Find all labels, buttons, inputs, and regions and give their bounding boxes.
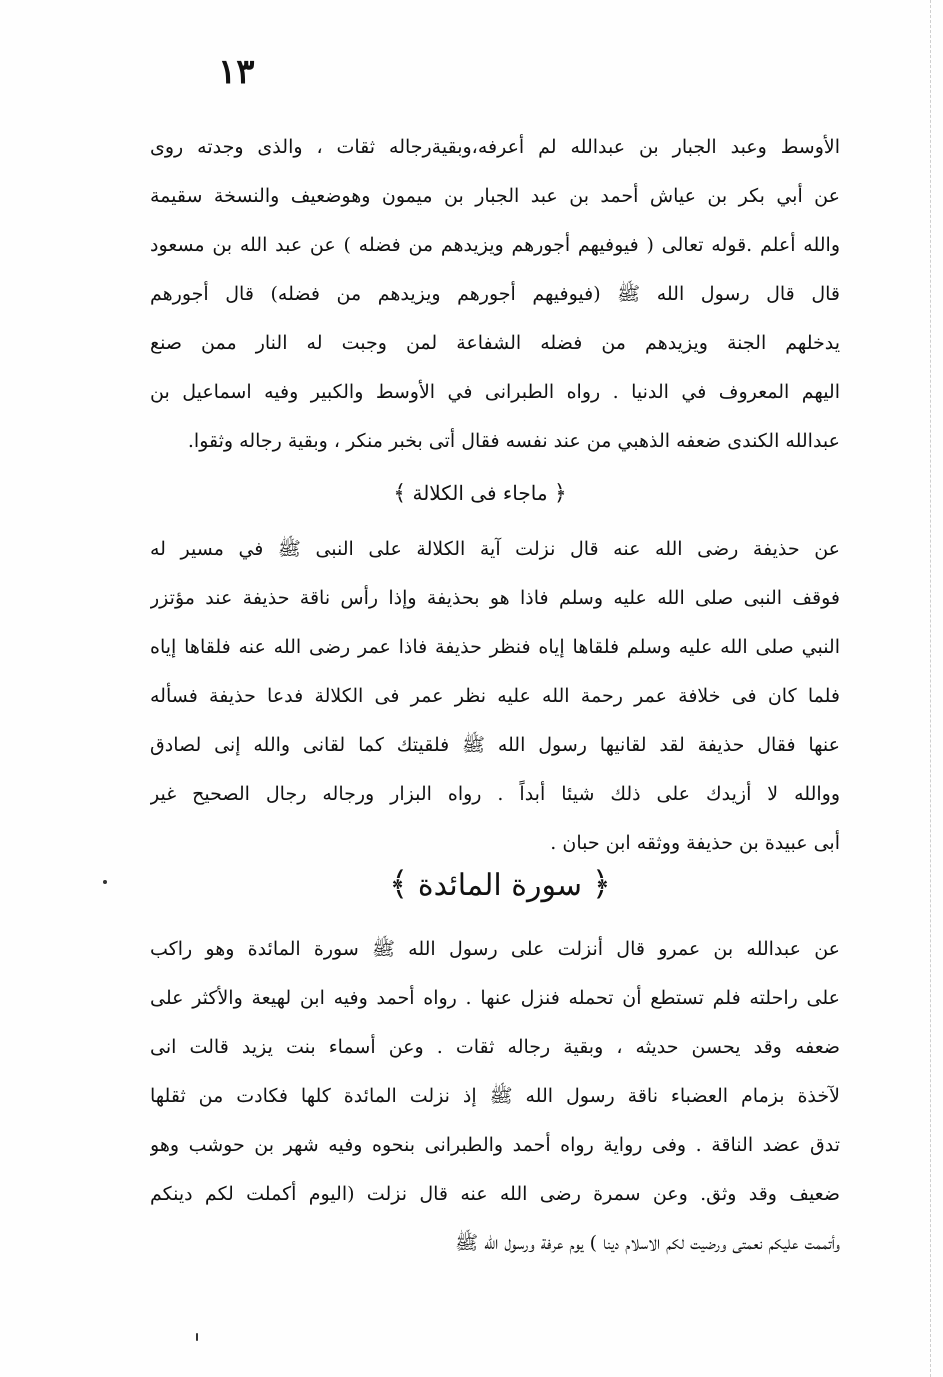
- text-line: عنها فقال حذيفة لقد لقانيها رسول الله ﷺ فلقيتك كما لقانى والله إنى لصادق: [150, 734, 840, 756]
- text-line: على راحلته فلم تستطع أن تحمله فنزل عنها . رواه أحمد وفيه ابن لهيعة والأكثر على: [150, 987, 840, 1009]
- section-heading-text: ماجاء فى الكلالة: [412, 481, 548, 505]
- paragraph-continuation: [150, 123, 840, 466]
- text-line: قال قال رسول الله ﷺ (فيوفيهم أجورهم ويزيدهم من فضله) قال أجورهم: [150, 283, 840, 305]
- ornamental-bracket-open: ﴿: [553, 481, 567, 506]
- text-line: والله أعلم .قوله تعالى ( فيوفيهم أجورهم ويزيدهم من فضله ) عن عبد الله بن مسعود: [150, 234, 840, 256]
- text-line: وأتممت عليكم نعمتى ورضيت لكم الاسلام دينا ) يوم عرفة ورسول الله ﷺ: [455, 1232, 840, 1254]
- section-heading-text: سورة المائدة: [417, 868, 583, 903]
- text-line: اليهم المعروف في الدنيا . رواه الطبرانى في الأوسط والكبير وفيه اسماعيل بن: [150, 381, 840, 403]
- text-line: ضعيف وقد وثق. وعن سمرة رضى الله عنه قال نزلت (اليوم أكملت لكم دينكم: [150, 1183, 840, 1205]
- paragraph-kalala: [150, 525, 840, 868]
- paragraph-maidah: [150, 925, 840, 1268]
- text-line: أبى عبيدة بن حذيفة ووثقه ابن حبان .: [550, 832, 840, 854]
- scan-speck: [103, 880, 107, 884]
- ornamental-bracket-close: ﴾: [389, 864, 409, 903]
- text-line: ووالله لا أزيدك على ذلك شيئا أبداً . رواه البزار ورجاله رجال الصحيح غير: [150, 783, 840, 805]
- scan-speck: [196, 1333, 198, 1341]
- text-line: فلما كان فى خلافة عمر رحمة الله عليه نظر عمر فى الكلالة فدعا حذيفة فسأله: [150, 685, 840, 707]
- text-line: عن عبدالله بن عمرو قال أنزلت على رسول الله ﷺ سورة المائدة وهو راكب: [150, 938, 840, 960]
- text-line: النبي صلى الله عليه وسلم فلقاها إياه فنظر حذيفة فاذا عمر رضى الله عنه فلقاها إياه: [150, 636, 840, 658]
- text-line: لآخذة بزمام العضباء ناقة رسول الله ﷺ إذ نزلت المائدة كلها فكادت من ثقلها: [150, 1085, 840, 1107]
- text-line: عبدالله الكندى ضعفه الذهبي من عند نفسه فقال أتى بخبر منكر ، وبقية رجاله وثقوا.: [187, 430, 840, 452]
- section-heading-maidah: [340, 854, 660, 914]
- text-line: ضعفه وقد يحسن حديثه ، وبقية رجاله ثقات . وعن أسماء بنت يزيد قالت انى: [150, 1036, 840, 1058]
- text-line: عن حذيفة رضى الله عنه قال نزلت آية الكلالة على النبى ﷺ في مسير له: [150, 538, 840, 560]
- text-line: عن أبي بكر بن عياش أحمد بن عبد الجبار بن ميمون وهوضعيف والنسخة سقيمة: [150, 185, 840, 207]
- text-line: الأوسط وعبد الجبار بن عبدالله لم أعرفه،وبقيةرجاله ثقات ، والذى وجدته روى: [150, 136, 840, 158]
- section-heading-kalala: [330, 470, 630, 516]
- scan-page-edge: [930, 0, 943, 1377]
- ornamental-bracket-open: ﴿: [591, 864, 611, 903]
- page-number: ١٣: [218, 52, 255, 92]
- text-line: يدخلهم الجنة ويزيدهم من فضله الشفاعة لمن وجبت له النار ممن صنع: [150, 332, 840, 354]
- text-line: فوقف النبى صلى الله عليه وسلم فاذا هو بحذيفة وإذا رأس ناقة حذيفة عند مؤتزر: [150, 587, 840, 609]
- text-line: تدق عضد الناقة . وفى رواية رواه أحمد والطبرانى بنحوه وفيه شهر بن حوشب وهو: [150, 1134, 840, 1156]
- ornamental-bracket-close: ﴾: [393, 481, 407, 506]
